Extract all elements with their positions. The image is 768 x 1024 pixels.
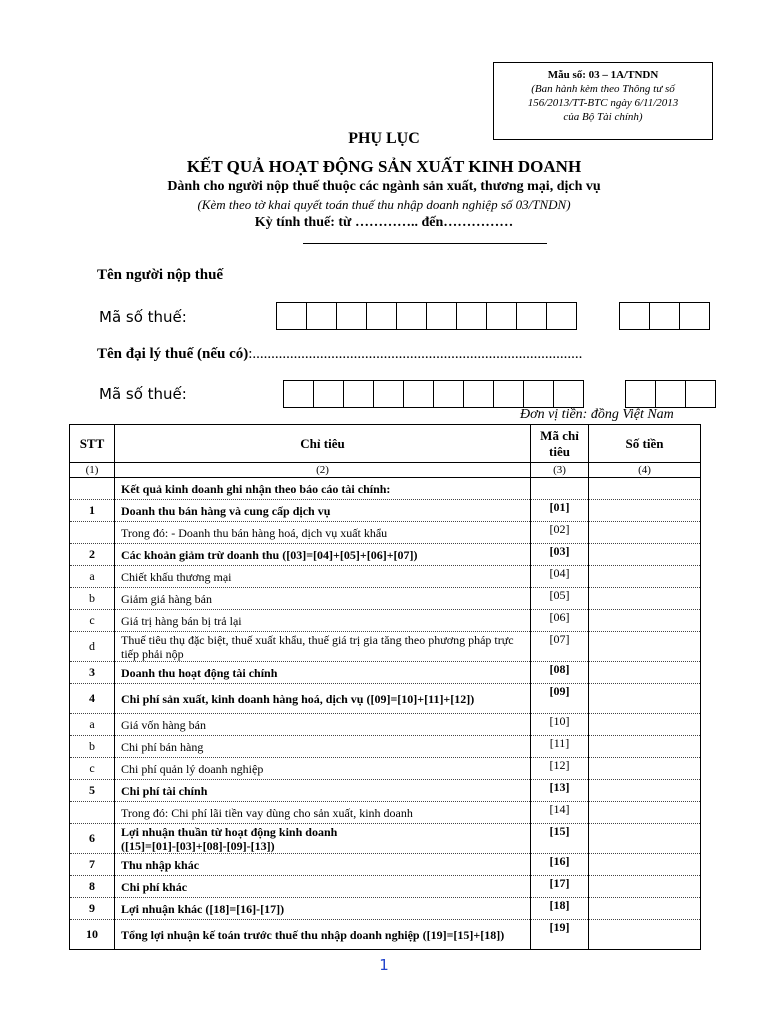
row-stt: c [70, 758, 115, 780]
row-indicator: Lợi nhuận khác ([18]=[16]-[17]) [115, 898, 531, 920]
agent-dots: :........................................................................................ [248, 346, 583, 362]
header-code: Mã chỉ tiêu [531, 425, 589, 463]
row-code [531, 478, 589, 500]
row-amount-cell[interactable] [589, 714, 701, 736]
row-stt: a [70, 714, 115, 736]
row-indicator: Trong đó: Chi phí lãi tiền vay dùng cho sản xuất, kinh doanh [115, 802, 531, 824]
appendix-label: PHỤ LỤC [348, 130, 420, 147]
row-indicator: Giá trị hàng bán bị trả lại [115, 610, 531, 632]
table-row [70, 662, 701, 684]
row-indicator: Doanh thu hoạt động tài chính [115, 662, 531, 684]
col-number: (2) [115, 463, 531, 478]
row-code: [08] [531, 662, 589, 684]
row-amount-cell[interactable] [589, 854, 701, 876]
table-row [70, 898, 701, 920]
row-stt: a [70, 566, 115, 588]
agent-tax-code-boxes[interactable] [283, 380, 583, 408]
row-code: [18] [531, 898, 589, 920]
row-code: [11] [531, 736, 589, 758]
header-indicator: Chỉ tiêu [115, 425, 531, 463]
row-code: [03] [531, 544, 589, 566]
row-amount-cell[interactable] [589, 736, 701, 758]
table-row [70, 758, 701, 780]
row-stt [70, 522, 115, 544]
header-amount: Số tiền [589, 425, 701, 463]
header-stt: STT [70, 425, 115, 463]
row-stt [70, 802, 115, 824]
row-code: [09] [531, 684, 589, 714]
agent-line [97, 346, 582, 363]
row-indicator: Giảm giá hàng bán [115, 588, 531, 610]
row-stt: b [70, 736, 115, 758]
row-indicator: Chi phí khác [115, 876, 531, 898]
results-table [69, 424, 701, 950]
col-number: (3) [531, 463, 589, 478]
table-row [70, 780, 701, 802]
page-subtitle: Dành cho người nộp thuế thuộc các ngành sản xuất, thương mại, dịch vụ [167, 179, 601, 194]
table-row [70, 478, 701, 500]
row-indicator: Chi phí quản lý doanh nghiệp [115, 758, 531, 780]
row-amount-cell[interactable] [589, 500, 701, 522]
row-amount-cell[interactable] [589, 544, 701, 566]
page-number: 1 [379, 956, 389, 974]
row-amount-cell[interactable] [589, 478, 701, 500]
table-row [70, 500, 701, 522]
row-stt: 9 [70, 898, 115, 920]
row-code: [16] [531, 854, 589, 876]
row-code: [14] [531, 802, 589, 824]
row-code: [04] [531, 566, 589, 588]
row-amount-cell[interactable] [589, 610, 701, 632]
form-code-box [493, 62, 713, 140]
row-code: [13] [531, 780, 589, 802]
form-issuance-line3: của Bộ Tài chính) [563, 111, 643, 123]
row-stt: b [70, 588, 115, 610]
row-code: [06] [531, 610, 589, 632]
row-code: [01] [531, 500, 589, 522]
row-stt: 2 [70, 544, 115, 566]
table-row [70, 588, 701, 610]
row-indicator: Chiết khấu thương mại [115, 566, 531, 588]
row-stt: c [70, 610, 115, 632]
table-row [70, 544, 701, 566]
row-code: [05] [531, 588, 589, 610]
agent-tax-code-branch-boxes[interactable] [625, 380, 715, 408]
table-row [70, 876, 701, 898]
row-amount-cell[interactable] [589, 824, 701, 854]
row-amount-cell[interactable] [589, 566, 701, 588]
form-issuance-line2: 156/2013/TT-BTC ngày 6/11/2013 [527, 97, 679, 109]
row-indicator: Thu nhập khác [115, 854, 531, 876]
page-title: KẾT QUẢ HOẠT ĐỘNG SẢN XUẤT KINH DOANH [186, 157, 582, 176]
row-amount-cell[interactable] [589, 662, 701, 684]
table-row [70, 736, 701, 758]
attachment-note: (Kèm theo tờ khai quyết toán thuế thu nhập doanh nghiệp số 03/TNDN) [197, 197, 571, 212]
col-number: (4) [589, 463, 701, 478]
taxpayer-name-label: Tên người nộp thuế [97, 267, 224, 283]
row-indicator: Chi phí sản xuất, kinh doanh hàng hoá, dịch vụ ([09]=[10]+[11]+[12]) [115, 684, 531, 714]
col-number: (1) [70, 463, 115, 478]
table-row [70, 522, 701, 544]
row-amount-cell[interactable] [589, 758, 701, 780]
row-code: [07] [531, 632, 589, 662]
row-code: [12] [531, 758, 589, 780]
table-row [70, 684, 701, 714]
table-row [70, 854, 701, 876]
row-amount-cell[interactable] [589, 522, 701, 544]
row-stt: d [70, 632, 115, 662]
row-amount-cell[interactable] [589, 898, 701, 920]
row-indicator: Lợi nhuận thuần từ hoạt động kinh doanh ([15]=[01]-[03]+[08]-[09]-[13]) [115, 824, 531, 854]
form-code: Mẫu số: 03 – 1A/TNDN [547, 69, 659, 81]
column-number-row [70, 463, 701, 478]
table-row [70, 610, 701, 632]
row-amount-cell[interactable] [589, 684, 701, 714]
tax-code-label: Mã số thuế: [99, 308, 187, 326]
row-stt [70, 478, 115, 500]
row-indicator: Doanh thu bán hàng và cung cấp dịch vụ [115, 500, 531, 522]
table-row [70, 566, 701, 588]
row-stt: 4 [70, 684, 115, 714]
row-amount-cell[interactable] [589, 920, 701, 950]
table-row [70, 824, 701, 854]
row-amount-cell[interactable] [589, 876, 701, 898]
row-indicator: Tổng lợi nhuận kế toán trước thuế thu nhập doanh nghiệp ([19]=[15]+[18]) [115, 920, 531, 950]
row-stt: 6 [70, 824, 115, 854]
agent-tax-code-label: Mã số thuế: [99, 385, 187, 403]
form-issuance-line1: (Ban hành kèm theo Thông tư số [531, 83, 675, 95]
tax-code-boxes[interactable] [276, 302, 576, 330]
row-code: [19] [531, 920, 589, 950]
title-divider [303, 243, 547, 244]
row-amount-cell[interactable] [589, 802, 701, 824]
row-code: [02] [531, 522, 589, 544]
row-stt: 5 [70, 780, 115, 802]
row-indicator: Các khoản giảm trừ doanh thu ([03]=[04]+[05]+[06]+[07]) [115, 544, 531, 566]
table-row [70, 920, 701, 950]
row-stt: 3 [70, 662, 115, 684]
row-amount-cell[interactable] [589, 632, 701, 662]
row-indicator: Kết quả kinh doanh ghi nhận theo báo cáo tài chính: [115, 478, 531, 500]
tax-code-branch-boxes[interactable] [619, 302, 709, 330]
row-code: [17] [531, 876, 589, 898]
currency-unit: Đơn vị tiền: đồng Việt Nam [520, 407, 674, 422]
row-indicator: Chi phí bán hàng [115, 736, 531, 758]
table-header-row [70, 425, 701, 463]
table-row [70, 714, 701, 736]
row-indicator: Thuế tiêu thụ đặc biệt, thuế xuất khẩu, thuế giá trị gia tăng theo phương pháp trực tiếp phải nộp [115, 632, 531, 662]
row-indicator: Chi phí tài chính [115, 780, 531, 802]
agent-label: Tên đại lý thuế (nếu có) [97, 346, 249, 362]
row-code: [10] [531, 714, 589, 736]
table-row [70, 632, 701, 662]
table-row [70, 802, 701, 824]
row-indicator: Trong đó: - Doanh thu bán hàng hoá, dịch vụ xuất khẩu [115, 522, 531, 544]
row-code: [15] [531, 824, 589, 854]
row-stt: 7 [70, 854, 115, 876]
row-amount-cell[interactable] [589, 780, 701, 802]
row-stt: 10 [70, 920, 115, 950]
row-stt: 1 [70, 500, 115, 522]
row-stt: 8 [70, 876, 115, 898]
row-amount-cell[interactable] [589, 588, 701, 610]
row-indicator: Giá vốn hàng bán [115, 714, 531, 736]
tax-period: Kỳ tính thuế: từ ………….. đến…………… [254, 215, 514, 230]
